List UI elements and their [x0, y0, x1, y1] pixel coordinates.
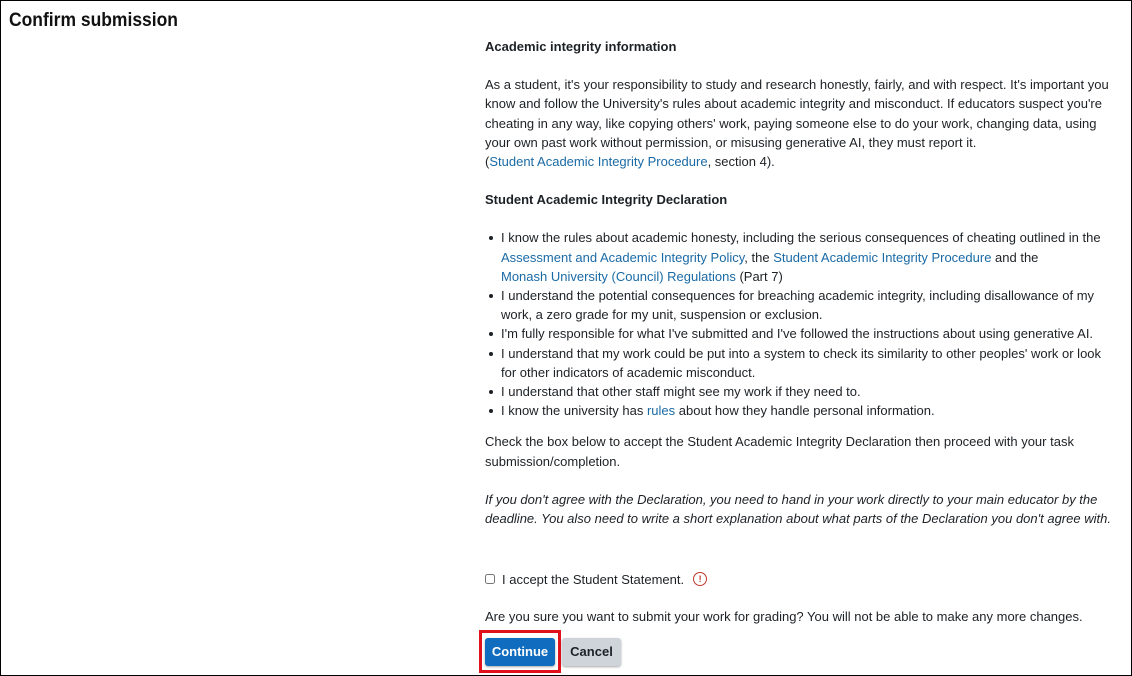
continue-highlight [479, 630, 561, 673]
page-title: Confirm submission [9, 10, 178, 31]
declaration-item-text: about how they handle personal information. [675, 403, 935, 419]
declaration-instruction: Check the box below to accept the Student Academic Integrity Declaration then proceed with your task submission/completion. [485, 434, 1074, 469]
ref-close: , section 4). [707, 154, 775, 170]
accept-statement-checkbox[interactable] [485, 574, 495, 584]
list-item: I understand the potential consequences for breaching academic integrity, including disallowance of my work, a zero grade for my unit, suspension or exclusion. [501, 286, 1115, 324]
policy-link[interactable]: Assessment and Academic Integrity Policy [501, 249, 745, 265]
declaration-list [485, 228, 1115, 420]
accept-statement-row [485, 569, 1115, 589]
list-item [501, 401, 1115, 420]
integrity-info-heading: Academic integrity information [485, 39, 677, 54]
integrity-info-text: As a student, it's your responsibility to study and research honestly, fairly, and with respect. It's important you know and follow the University's rules about academic integrity and misconduct. If educators suspect you're cheating in any way, like copying others' work, paying someone else to do your work, changing data, using your own past work without permission, or misusing generative AI, they must report it. [485, 77, 1109, 150]
submission-statement [485, 37, 1115, 626]
cancel-button[interactable]: Cancel [562, 638, 621, 666]
regulations-link[interactable]: Monash University (Council) Regulations [501, 268, 736, 284]
continue-button[interactable]: Continue [485, 638, 555, 666]
procedure-link[interactable]: Student Academic Integrity Procedure [773, 249, 992, 265]
action-buttons [479, 630, 621, 673]
list-item [501, 228, 1115, 286]
declaration-item-text: I know the university has [501, 403, 647, 419]
rules-link[interactable]: rules [646, 403, 676, 419]
list-item: I understand that other staff might see my work if they need to. [501, 382, 1115, 401]
exclamation-circle-icon: ! [693, 572, 707, 586]
disagree-note: If you don't agree with the Declaration, you need to hand in your work directly to your main educator by the deadline. You also need to write a short explanation about what parts of the Declaration you don't agree with. [485, 491, 1111, 527]
list-item: I'm fully responsible for what I've submitted and I've followed the instructions about using generative AI. [501, 324, 1115, 343]
integrity-info-paragraph [485, 75, 1115, 171]
declaration-heading: Student Academic Integrity Declaration [485, 192, 728, 208]
ref-open: ( [485, 154, 490, 170]
declaration-item-text: , the [744, 249, 774, 265]
declaration-item-text: (Part 7) [735, 268, 783, 284]
list-item: I understand that my work could be put into a system to check its similarity to other peoples' work or look for other indicators of academic misconduct. [501, 344, 1115, 382]
accept-statement-label[interactable]: I accept the Student Statement. [502, 571, 685, 587]
declaration-item-text: and the [991, 249, 1039, 265]
procedure-link[interactable]: Student Academic Integrity Procedure [489, 154, 708, 170]
declaration-item-text: I know the rules about academic honesty, including the serious consequences of cheating outlined in the [501, 230, 1101, 246]
confirm-question: Are you sure you want to submit your work for grading? You will not be able to make any more changes. [485, 609, 1083, 625]
